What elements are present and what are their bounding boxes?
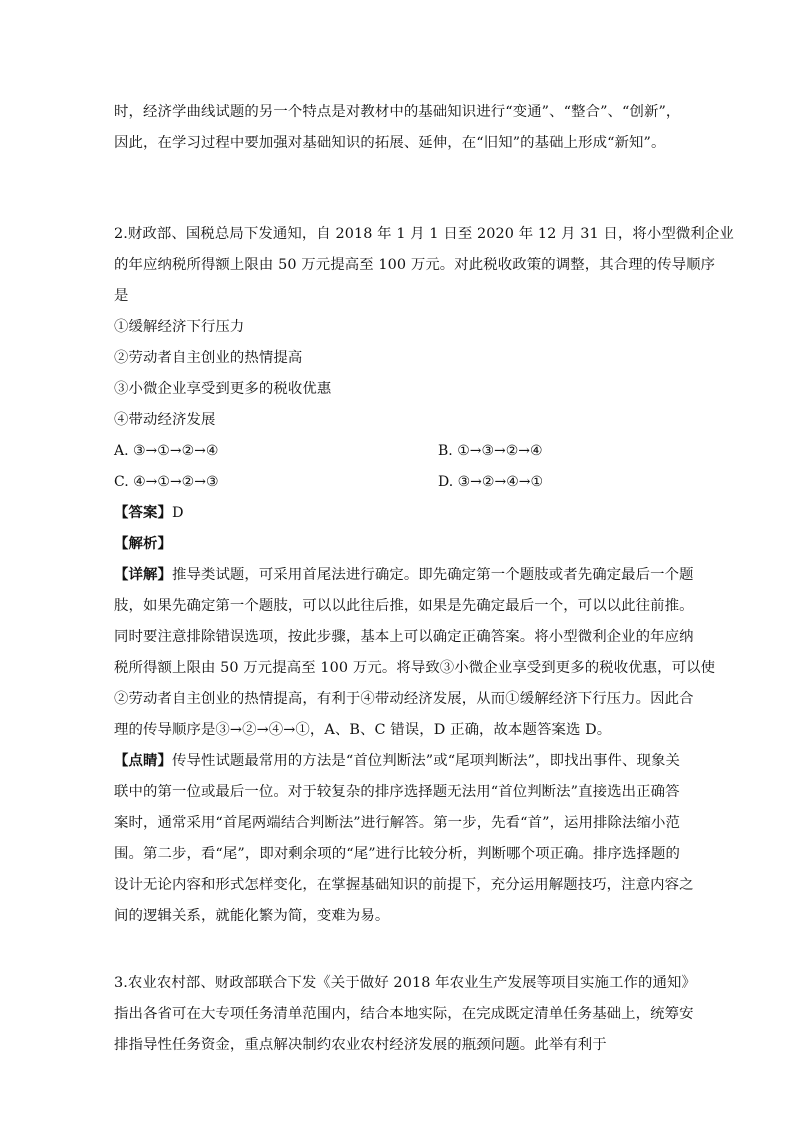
q2-tip-line-5: 设计无论内容和形式怎样变化，在掌握基础知识的前提下，充分运用解题技巧，注意内容之 xyxy=(114,877,694,893)
q2-item-1: ①缓解经济下行压力 xyxy=(114,319,245,335)
q3-stem-line-3: 排指导性任务资金，重点解决制约农业农村经济发展的瓶颈问题。此举有利于 xyxy=(114,1037,607,1053)
q2-tip-line-6: 间的逻辑关系，就能化繁为简，变难为易。 xyxy=(114,908,390,924)
detail-tag: 【详解】 xyxy=(114,566,172,583)
answer-tag: 【答案】 xyxy=(114,504,172,521)
q2-stem-line-3: 是 xyxy=(114,288,129,304)
q2-item-2: ②劳动者自主创业的热情提高 xyxy=(114,350,303,366)
q2-stem-line-1: 2.财政部、国税总局下发通知，自 2018 年 1 月 1 日至 2020 年 12 月 31 日，将小型微利企业 xyxy=(114,226,734,242)
q2-option-b: B. ①→③→②→④ xyxy=(438,443,543,459)
q2-option-a: A. ③→①→②→④ xyxy=(114,443,219,459)
q3-stem-line-2: 指出各省可在大专项任务清单范围内，结合本地实际，在完成既定清单任务基础上，统筹安 xyxy=(114,1006,694,1022)
q2-detail-line-5: ②劳动者自主创业的热情提高，有利于④带动经济发展，从而①缓解经济下行压力。因此合 xyxy=(114,691,694,707)
intro-line-2: 因此，在学习过程中要加强对基础知识的拓展、延伸，在“旧知”的基础上形成“新知”。 xyxy=(114,135,666,151)
q2-option-c: C. ④→①→②→③ xyxy=(114,474,219,490)
q2-detail-line-4: 税所得额上限由 50 万元提高至 100 万元。将导致③小微企业享受到更多的税收优惠，可以使 xyxy=(114,660,716,676)
tip-text-1: 传导性试题最常用的方法是“首位判断法”或“尾项判断法”，即找出事件、现象关 xyxy=(171,753,680,769)
detail-text-1: 推导类试题，可采用首尾法进行确定。即先确定第一个题肢或者先确定最后一个题 xyxy=(171,567,694,583)
q2-item-3: ③小微企业享受到更多的税收优惠 xyxy=(114,381,332,397)
tip-tag: 【点睛】 xyxy=(114,752,172,769)
q2-tip-line-3: 案时，通常采用“首尾两端结合判断法”进行解答。第一步，先看“首”，运用排除法缩小范 xyxy=(114,815,680,831)
q2-answer xyxy=(114,503,184,523)
q2-detail-line-3: 同时要注意排除错误选项，按此步骤，基本上可以确定正确答案。将小型微利企业的年应纳 xyxy=(114,629,694,645)
answer-value: D xyxy=(171,505,184,521)
q3-stem-line-1: 3.农业农村部、财政部联合下发《关于做好 2018 年农业生产发展等项目实施工作的通知》 xyxy=(114,975,696,991)
q2-detail-line-2: 肢，如果先确定第一个题肢，可以以此往后推，如果是先确定最后一个，可以以此往前推。 xyxy=(114,598,694,614)
q2-detail-line-6: 理的传导顺序是③→②→④→①，A、B、C 错误，D 正确，故本题答案选 D。 xyxy=(114,722,612,738)
q2-tip-line-1 xyxy=(114,751,680,771)
analysis-tag: 【解析】 xyxy=(114,535,172,552)
q2-tip-line-4: 围。第二步，看“尾”，即对剩余项的“尾”进行比较分析，判断哪个项正确。排序选择题的 xyxy=(114,846,680,862)
intro-line-1: 时，经济学曲线试题的另一个特点是对教材中的基础知识进行“变通”、“整合”、“创新”， xyxy=(114,104,681,120)
q2-stem-line-2: 的年应纳税所得额上限由 50 万元提高至 100 万元。对此税收政策的调整，其合理的传导顺序 xyxy=(114,257,716,273)
q2-item-4: ④带动经济发展 xyxy=(114,412,216,428)
q2-analysis-tag xyxy=(114,534,172,554)
q2-detail-line-1 xyxy=(114,565,694,585)
q2-tip-line-2: 联中的第一位或最后一位。对于较复杂的排序选择题无法用“首位判断法”直接选出正确答 xyxy=(114,784,680,800)
q2-option-d: D. ③→②→④→① xyxy=(438,474,544,490)
